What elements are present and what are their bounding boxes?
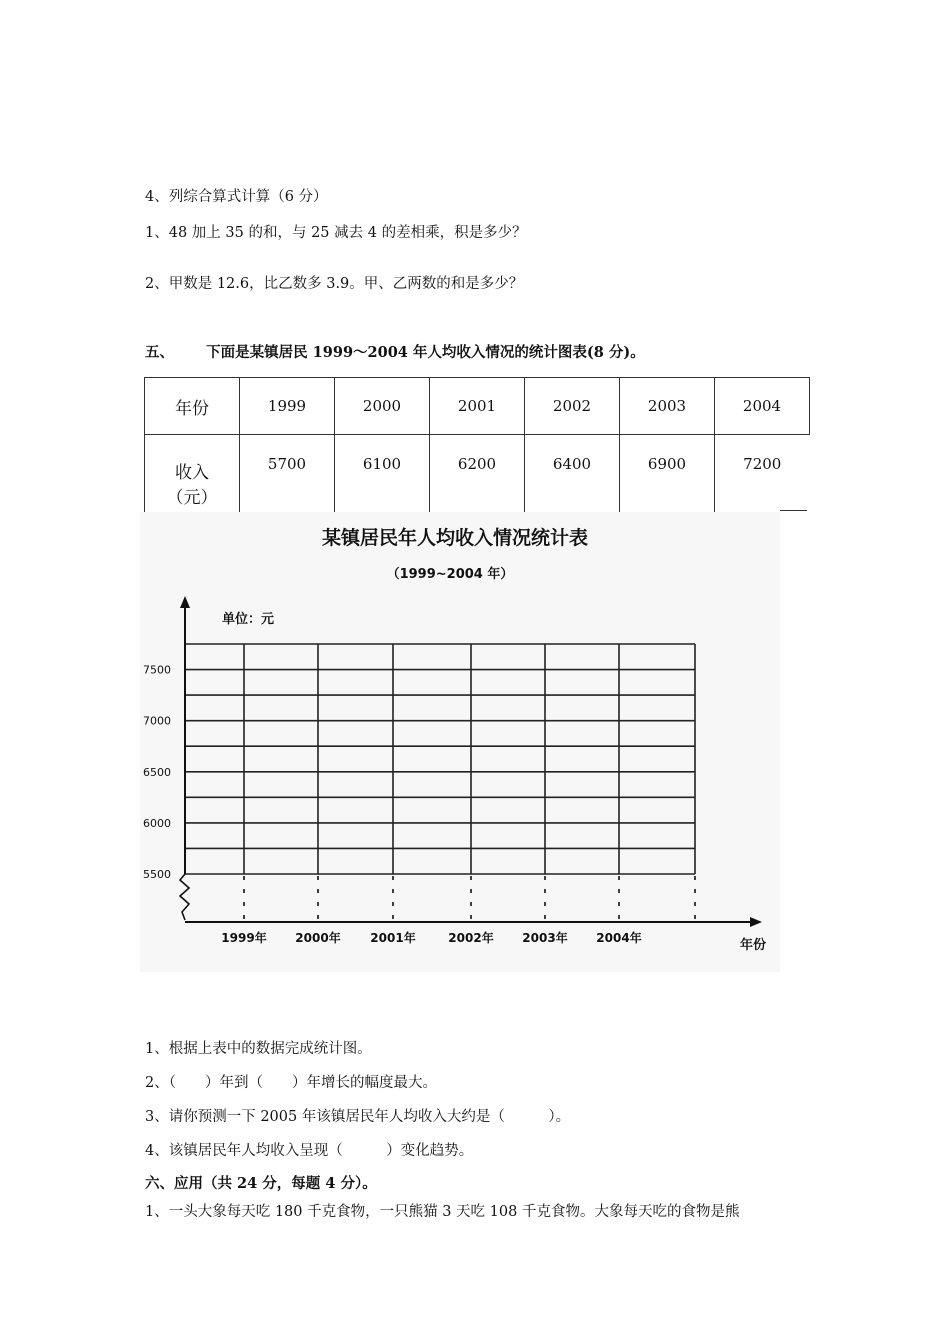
section6-heading: 六、应用（共 24 分，每题 4 分）。	[145, 1175, 377, 1192]
section5-question-4: 4、该镇居民年人均收入呈现（ ）变化趋势。	[145, 1143, 474, 1159]
year-label: 年份	[145, 378, 240, 435]
income-table	[144, 377, 810, 531]
section6-question-1: 1、一头大象每天吃 180 千克食物，一只熊猫 3 天吃 108 千克食物。大象每天吃的食物是熊	[145, 1204, 740, 1220]
section5-heading: 下面是某镇居民 1999～2004 年人均收入情况的统计图表(8 分)。	[206, 344, 645, 361]
section4-question-1: 1、48 加上 35 的和，与 25 减去 4 的差相乘，积是多少？	[145, 225, 527, 241]
income-cell: 7200	[715, 435, 810, 532]
year-cell: 2004	[715, 378, 810, 435]
y-tick-label: 7500	[143, 663, 171, 677]
x-tick-label: 1999年	[221, 931, 267, 945]
chart-subtitle: （1999~2004 年）	[386, 567, 514, 582]
section5-heading-row	[145, 341, 645, 362]
income-line-chart	[140, 512, 780, 972]
x-axis-label: 年份	[740, 938, 767, 953]
income-cell: 6100	[335, 435, 430, 532]
year-cell: 2001	[430, 378, 525, 435]
income-cell: 5700	[240, 435, 335, 532]
x-tick-label: 2001年	[370, 931, 416, 945]
x-tick-label: 2002年	[448, 931, 494, 945]
year-cell: 2000	[335, 378, 430, 435]
section5-question-2: 2、（ ）年到（ ）年增长的幅度最大。	[145, 1075, 437, 1091]
section5-number: 五、	[145, 344, 174, 361]
y-unit-label: 单位：元	[222, 612, 275, 627]
income-cell: 6400	[525, 435, 620, 532]
chart-title: 某镇居民年人均收入情况统计表	[321, 527, 589, 549]
x-tick-label: 2000年	[295, 931, 341, 945]
year-cell: 2002	[525, 378, 620, 435]
income-cell: 6900	[620, 435, 715, 532]
section4-question-2: 2、甲数是 12.6，比乙数多 3.9。甲、乙两数的和是多少？	[145, 276, 524, 292]
income-cell: 6200	[430, 435, 525, 532]
section5-question-3: 3、请你预测一下 2005 年该镇居民年人均收入大约是（ ）。	[145, 1109, 571, 1125]
income-label-line2: （元）	[166, 488, 218, 508]
table-bottom-edge	[780, 510, 807, 511]
income-label-line1: 收入	[175, 463, 209, 483]
x-tick-label: 2003年	[522, 931, 568, 945]
section5-question-1: 1、根据上表中的数据完成统计图。	[145, 1041, 372, 1057]
y-tick-label: 5500	[143, 868, 171, 881]
x-tick-label: 2004年	[596, 931, 642, 945]
table-row-year	[145, 378, 810, 435]
y-tick-label: 6500	[143, 765, 171, 779]
year-cell: 2003	[620, 378, 715, 435]
year-cell: 1999	[240, 378, 335, 435]
section4-heading: 4、列综合算式计算（6 分）	[145, 189, 328, 205]
y-tick-label: 6000	[143, 816, 171, 830]
y-tick-label: 7000	[143, 714, 171, 728]
